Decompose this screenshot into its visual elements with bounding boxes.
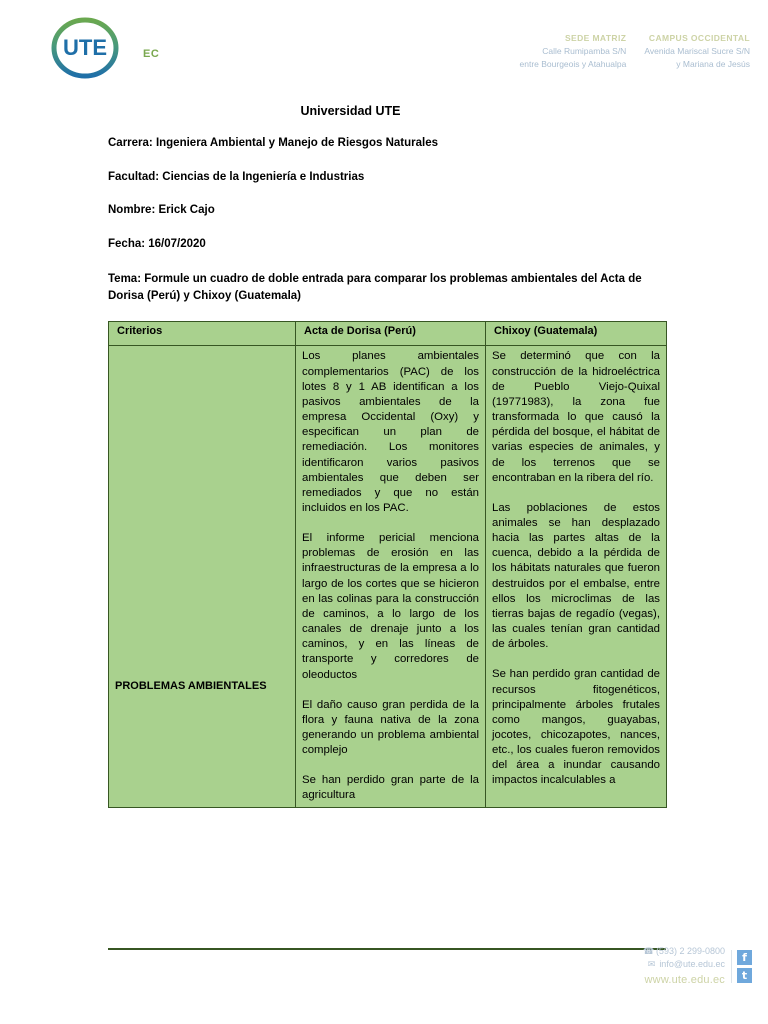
paragraph: El informe pericial menciona problemas de erosión en las infraestructuras de la empresa a lo largo de los cortes que se hicieron en las colinas para la construcción de caminos, a lo largo de los canales de drenaje junto a los caminos, y en las líneas de transporte y corredores de oleoductos xyxy=(302,532,479,681)
page-header xyxy=(0,0,768,95)
footer-email-line xyxy=(643,958,725,972)
footer-website[interactable]: www.ute.edu.ec xyxy=(644,973,725,986)
footer-social-links xyxy=(731,950,752,983)
page-footer xyxy=(643,945,752,989)
phone-icon: ☎ xyxy=(642,945,655,956)
footer-website-line xyxy=(643,972,725,989)
meta-nombre: Nombre: Erick Cajo xyxy=(108,204,215,217)
document-body xyxy=(0,104,768,950)
header-addresses xyxy=(520,32,750,70)
footer-contact-lines xyxy=(643,945,725,989)
meta-tema: Tema: Formule un cuadro de doble entrada para comparar los problemas ambientales del Acta de Dorisa (Perú) y Chixoy (Guatemala) xyxy=(108,273,642,302)
row-label-text: PROBLEMAS AMBIENTALES xyxy=(115,680,267,693)
footer-email: info@ute.edu.ec xyxy=(659,959,725,969)
address-title: SEDE MATRIZ xyxy=(564,33,627,43)
meta-carrera: Carrera: Ingeniera Ambiental y Manejo de Riesgos Naturales xyxy=(108,137,438,149)
paragraph: Las poblaciones de estos animales se han desplazado hacia las partes altas de la cuenca, debido a la pérdida de los hábitats naturales que fueron destruidos por el embalse, entre ellos los microclimas de las tierras bajas de regadío (vegas), las cuales tenían gran cantidad de árboles. xyxy=(492,501,660,651)
paragraph: Se determinó que con la construcción de la hidroeléctrica de Pueblo Viejo-Quixal (19771983), la zona fue transformada lo que causó la pérdida del bosque, el hábitat de varias especies de animales, y de los terrenos que se encontraban en la ribera del río. xyxy=(492,350,660,484)
comparison-table-clip xyxy=(108,304,673,950)
meta-facultad: Facultad: Ciencias de la Ingeniería e Industrias xyxy=(108,170,365,183)
address-line: Calle Rumipamba S/N xyxy=(542,46,627,57)
table-header-dorisa: Acta de Dorisa (Perú) xyxy=(296,322,486,346)
footer-phone: (593) 2 299-0800 xyxy=(655,945,725,956)
address-block-campus-occidental xyxy=(644,32,750,70)
table-header-row xyxy=(109,322,667,346)
paragraph: Los planes ambientales complementarios (PAC) de los lotes 8 y 1 AB identifican a los pasivos ambientales de la empresa Occidental (Oxy) y especifican un plan de remediación. Los monitores identificaron varios pasivos ambientales que deben ser remediados y que no están incluidos en los PAC. xyxy=(302,350,479,514)
meta-fecha: Fecha: 16/07/2020 xyxy=(108,237,206,250)
footer-phone-line xyxy=(643,945,725,959)
table-header-chixoy: Chixoy (Guatemala) xyxy=(486,322,667,346)
address-line: entre Bourgeois y Atahualpa xyxy=(519,58,627,69)
cell-chixoy xyxy=(486,346,667,807)
mail-icon: ✉ xyxy=(647,959,656,970)
address-line: y Mariana de Jesús xyxy=(676,58,750,69)
table-row xyxy=(109,346,667,807)
row-label-cell xyxy=(109,346,296,807)
ute-logo-svg xyxy=(37,17,147,79)
paragraph: Se han perdido gran parte de la agricultura xyxy=(302,774,479,802)
twitter-icon[interactable]: t xyxy=(737,968,752,983)
cell-dorisa xyxy=(296,346,486,807)
address-block-sede-matriz xyxy=(520,32,627,70)
page-title: Universidad UTE xyxy=(300,104,401,118)
address-line: Avenida Mariscal Sucre S/N xyxy=(644,46,750,57)
logo-ec-text: EC xyxy=(143,48,160,60)
facebook-icon[interactable]: f xyxy=(737,950,752,965)
table-bottom-border xyxy=(108,948,666,949)
address-title: CAMPUS OCCIDENTAL xyxy=(648,33,750,43)
paragraph: El daño causo gran perdida de la flora y fauna nativa de la zona generando un problema ambiental complejo xyxy=(302,698,479,757)
comparison-table xyxy=(108,321,667,807)
ute-logo xyxy=(37,17,160,79)
logo-ute-text: UTE xyxy=(63,35,107,60)
table-header-criterios: Criterios xyxy=(109,322,296,346)
paragraph: Se han perdido gran cantidad de recursos fitogenéticos, principalmente árboles frutales como mangos, guayabas, jocotes, chicozapotes, nances, etc., los cuales fueron removidos del área a inundar causando impactos incalculables a xyxy=(492,668,660,787)
